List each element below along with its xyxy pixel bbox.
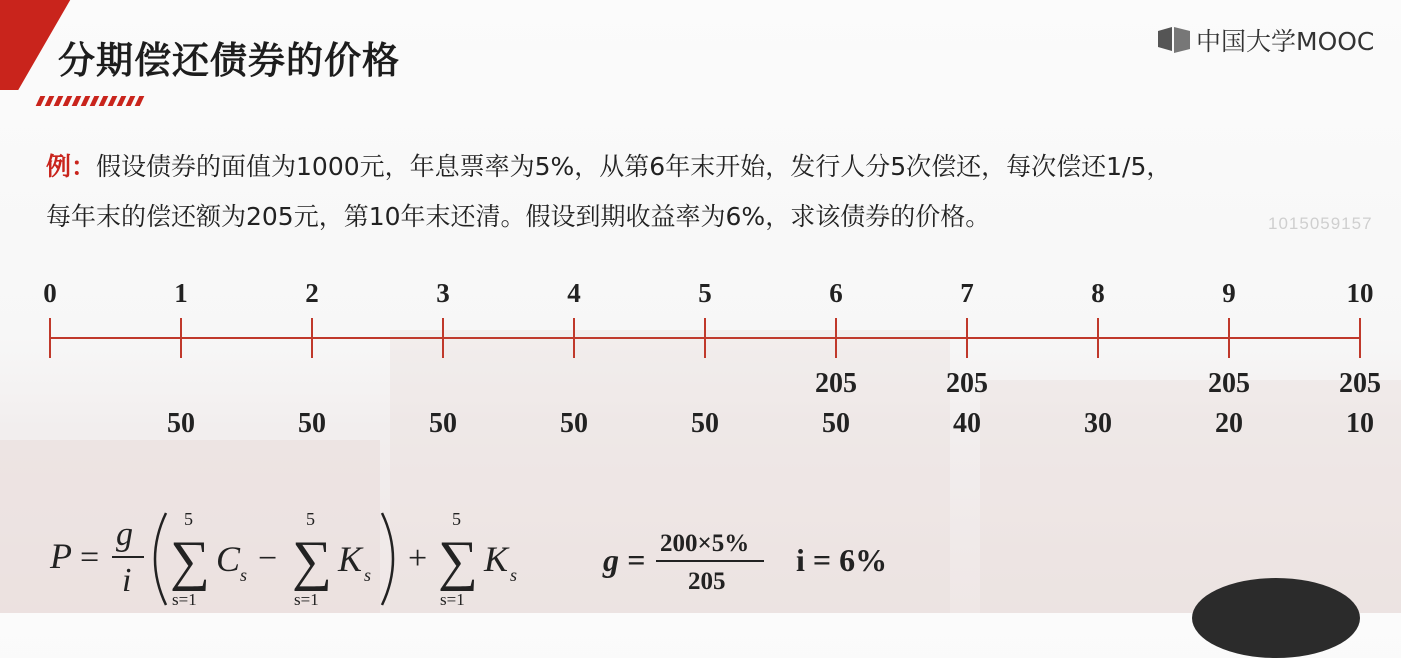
formula-K2-sub: s (510, 565, 518, 585)
g-def-denominator: 205 (688, 568, 726, 595)
title-underline-stripes (38, 96, 142, 106)
timeline-tick-label: 0 (43, 278, 57, 308)
watermark-id: 1015059157 (1268, 214, 1373, 233)
coupon-amount: 20 (1215, 408, 1243, 439)
formula-C-sub: s (240, 565, 248, 585)
redemption-amount: 205 (946, 368, 988, 399)
mooc-logo-icon (1156, 25, 1192, 55)
formula-right-paren (382, 513, 393, 605)
formula-plus: + (408, 540, 428, 577)
timeline-tick-label: 5 (698, 278, 712, 308)
coupon-amount: 50 (560, 408, 588, 439)
coupon-amount: 10 (1346, 408, 1374, 439)
timeline-tick-label: 7 (960, 278, 974, 308)
formula-i: i (122, 562, 132, 599)
redemption-amount: 205 (815, 368, 857, 399)
formula-minus: − (258, 540, 278, 577)
timeline-tick-label: 2 (305, 278, 319, 308)
i-def: i = 6% (796, 542, 888, 578)
timeline-tick-label: 9 (1222, 278, 1236, 308)
g-def-numerator: 200×5% (660, 530, 750, 557)
redemption-amount: 205 (1208, 368, 1250, 399)
sum3-bottom: s=1 (440, 590, 465, 609)
coupon-amount: 40 (953, 408, 981, 439)
sum3-top: 5 (452, 509, 461, 529)
g-def-lhs: g = (603, 542, 646, 578)
formula-g: g (116, 516, 133, 553)
example-line-1 (46, 142, 1386, 192)
example-line-1-text: 假设债券的面值为1000元，年息票率为5%，从第6年末开始，发行人分5次偿还，每次偿还1/5， (96, 152, 1172, 181)
formula-left-paren (155, 513, 166, 605)
brand-name: 中国大学MOOC (1196, 27, 1375, 56)
formula-K1: K (338, 539, 363, 579)
sum1-top: 5 (184, 509, 193, 529)
example-line-2: 每年末的偿还额为205元，第10年末还清。假设到期收益率为6%，求该债券的价格。 (46, 202, 991, 231)
presenter-video-thumbnail (1192, 578, 1360, 658)
coupon-amount: 50 (167, 408, 195, 439)
formula-P: P (50, 536, 72, 576)
formula-C: C (216, 539, 241, 579)
coupon-amount: 50 (822, 408, 850, 439)
coupon-amount: 30 (1084, 408, 1112, 439)
timeline-tick-label: 1 (174, 278, 188, 308)
timeline-tick-label: 3 (436, 278, 450, 308)
coupon-amount: 50 (691, 408, 719, 439)
sum1-bottom: s=1 (172, 590, 197, 609)
formula-K1-sub: s (364, 565, 372, 585)
sum2-bottom: s=1 (294, 590, 319, 609)
slide-title: 分期偿还债券的价格 (58, 39, 400, 82)
timeline-tick-label: 10 (1346, 278, 1374, 308)
example-text (46, 142, 1386, 242)
example-label: 例： (46, 152, 97, 181)
timeline-tick-label: 8 (1091, 278, 1105, 308)
timeline-tick-label: 4 (567, 278, 581, 308)
sum2-top: 5 (306, 509, 315, 529)
cash-flow-timeline (0, 270, 1401, 470)
sum3-sigma: ∑ (438, 530, 478, 592)
price-formula (48, 505, 948, 613)
coupon-amount: 50 (429, 408, 457, 439)
formula-K2: K (484, 539, 509, 579)
redemption-amount: 205 (1339, 368, 1381, 399)
mooc-logo (1156, 22, 1374, 58)
formula-eq: = (80, 539, 100, 576)
sum1-sigma: ∑ (170, 530, 210, 592)
timeline-tick-label: 6 (829, 278, 843, 308)
coupon-amount: 50 (298, 408, 326, 439)
sum2-sigma: ∑ (292, 530, 332, 592)
